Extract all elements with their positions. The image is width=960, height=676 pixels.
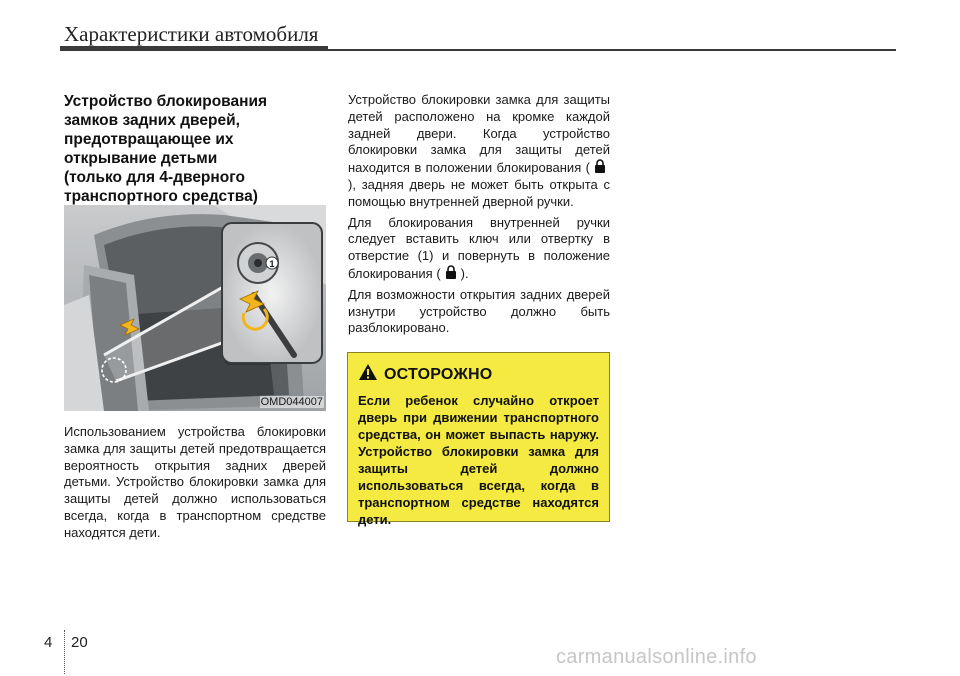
warning-title: ОСТОРОЖНО xyxy=(384,365,493,383)
header-title: Характеристики автомобиля xyxy=(64,22,319,46)
door-illustration xyxy=(64,205,326,411)
section-title-line: замков задних дверей, xyxy=(64,112,240,129)
paragraph-text: Для блокирования внутренней ручки следует вставить ключ или отвертку в отверстие (1) и повернуть в положение блокирования ( xyxy=(348,214,610,281)
warning-triangle-icon xyxy=(358,363,378,386)
paragraph-text: Устройство блокировки замка для защиты детей расположено на кромке каждой задней двери. Когда устройство блокировки замка для защиты детей находится в положении блокирования ( xyxy=(348,92,610,176)
left-text-block xyxy=(64,424,326,546)
header-rule xyxy=(60,49,896,51)
right-paragraph-1 xyxy=(348,92,610,211)
paragraph-text: ), задняя дверь не может быть открыта с помощью внутренней дверной ручки. xyxy=(348,176,610,209)
warning-box xyxy=(347,352,610,527)
car-door-drawing xyxy=(64,205,326,411)
section-title-line: предотвращающее их xyxy=(64,131,234,148)
callout-number: 1 xyxy=(269,259,275,269)
chapter-number: 4 xyxy=(44,634,53,651)
lock-icon xyxy=(592,159,608,174)
footer-divider xyxy=(64,630,65,674)
section-title-line: транспортного средства) xyxy=(64,188,258,205)
right-text-block xyxy=(348,92,610,341)
paragraph-text: ). xyxy=(460,265,469,281)
section-title xyxy=(64,92,334,206)
lock-icon xyxy=(443,265,459,280)
warning-header xyxy=(358,363,599,386)
section-title-line: Устройство блокирования xyxy=(64,93,268,110)
watermark: carmanualsonline.info xyxy=(556,646,757,668)
image-code: OMD044007 xyxy=(260,396,323,408)
section-title-line: (только для 4-дверного xyxy=(64,169,245,186)
right-paragraph-2 xyxy=(348,215,610,283)
page-number: 20 xyxy=(71,634,88,651)
warning-text: Если ребенок случайно откроет дверь при движении транспортного средства, он может выпасть наружу. Устройство блокировки замка для защиты детей должно использоваться всегда, когда в транспортном средстве находятся дети. xyxy=(358,393,599,527)
left-paragraph: Использованием устройства блокировки замка для защиты детей предотвращается вероятность открытия задних дверей детьми. Устройство блокировки замка для защиты детей должно использоваться всегда, когда в транспортном средстве находятся дети. xyxy=(64,424,326,540)
section-title-line: открывание детьми xyxy=(64,150,218,167)
right-paragraph-3: Для возможности открытия задних дверей изнутри устройство должно быть разблокировано. xyxy=(348,286,610,336)
